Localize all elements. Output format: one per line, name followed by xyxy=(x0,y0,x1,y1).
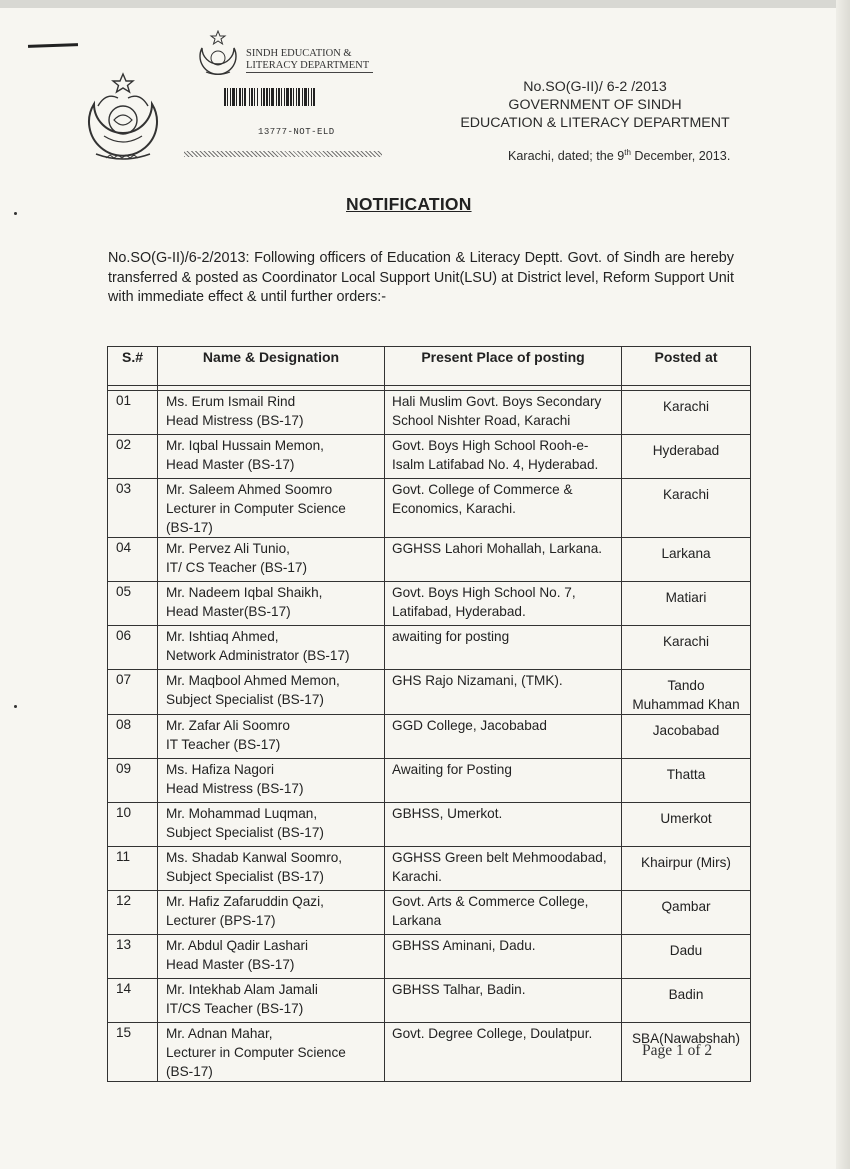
posted-at-cell xyxy=(622,479,751,538)
present-posting-line: GBHSS Talhar, Badin. xyxy=(392,982,526,997)
present-posting-line: Karachi. xyxy=(392,869,442,884)
posted-at-cell xyxy=(622,847,751,891)
posted-at-cell xyxy=(622,935,751,979)
serial-number-cell: 15 xyxy=(108,1023,158,1082)
table-row xyxy=(108,391,751,435)
table-row xyxy=(108,759,751,803)
date-superscript: th xyxy=(624,148,631,157)
serial-number-cell: 10 xyxy=(108,803,158,847)
serial-number-cell: 06 xyxy=(108,626,158,670)
present-posting-line: Isalm Latifabad No. 4, Hyderabad. xyxy=(392,457,599,472)
postings-table-body xyxy=(108,386,751,1082)
serial-number-cell: 02 xyxy=(108,435,158,479)
present-posting-cell xyxy=(385,538,622,582)
table-row xyxy=(108,891,751,935)
present-posting-cell xyxy=(385,847,622,891)
name-designation-line: Head Master(BS-17) xyxy=(166,604,291,619)
present-posting-line: Govt. Boys High School No. 7, xyxy=(392,585,576,600)
name-designation-cell xyxy=(158,847,385,891)
posted-at-line: Khairpur (Mirs) xyxy=(641,855,731,870)
name-designation-line: IT/CS Teacher (BS-17) xyxy=(166,1001,304,1016)
barcode-bar xyxy=(315,88,316,106)
name-designation-line: Mr. Adnan Mahar, xyxy=(166,1026,273,1041)
present-posting-line: Larkana xyxy=(392,913,442,928)
posted-at-line: Jacobabad xyxy=(652,723,720,738)
name-designation-line: Subject Specialist (BS-17) xyxy=(166,692,324,707)
posted-at-cell xyxy=(622,582,751,626)
present-posting-cell xyxy=(385,979,622,1023)
present-posting-cell xyxy=(385,391,622,435)
name-designation-cell xyxy=(158,435,385,479)
posted-at-cell xyxy=(622,715,751,759)
reference-number: No.SO(G-II)/ 6-2 /2013 xyxy=(523,79,667,95)
posted-at-cell xyxy=(622,538,751,582)
present-posting-line: Awaiting for Posting xyxy=(392,762,512,777)
name-designation-cell xyxy=(158,626,385,670)
scan-speck xyxy=(14,212,17,215)
stamp-line-2: LITERACY DEPARTMENT xyxy=(246,60,373,73)
present-posting-cell xyxy=(385,759,622,803)
name-designation-line: Subject Specialist (BS-17) xyxy=(166,869,324,884)
posted-at-line: Dadu xyxy=(669,943,703,958)
posted-at-cell xyxy=(622,435,751,479)
posted-at-line: Thatta xyxy=(666,767,706,782)
name-designation-line: Mr. Nadeem Iqbal Shaikh, xyxy=(166,585,323,600)
table-row xyxy=(108,538,751,582)
table-row xyxy=(108,803,751,847)
present-posting-line: Govt. College of Commerce & xyxy=(392,482,573,497)
serial-number-cell: 03 xyxy=(108,479,158,538)
present-posting-cell xyxy=(385,479,622,538)
name-designation-line: Mr. Maqbool Ahmed Memon, xyxy=(166,673,340,688)
serial-number-cell: 09 xyxy=(108,759,158,803)
posted-at-line: Hyderabad xyxy=(652,443,720,458)
posted-at-line: Badin xyxy=(668,987,704,1002)
name-designation-line: Lecturer (BPS-17) xyxy=(166,913,276,928)
name-designation-line: Head Master (BS-17) xyxy=(166,457,295,472)
serial-number-cell: 14 xyxy=(108,979,158,1023)
scan-edge-right xyxy=(836,0,850,1169)
table-row xyxy=(108,670,751,715)
posted-at-cell xyxy=(622,891,751,935)
name-designation-line: Ms. Hafiza Nagori xyxy=(166,762,275,777)
posted-at-line: Karachi xyxy=(662,399,710,414)
name-designation-line: Mr. Pervez Ali Tunio, xyxy=(166,541,290,556)
name-designation-line: Mr. Hafiz Zafaruddin Qazi, xyxy=(166,894,324,909)
name-designation-cell xyxy=(158,979,385,1023)
present-posting-cell xyxy=(385,891,622,935)
name-designation-cell xyxy=(158,1023,385,1082)
name-designation-line: Network Administrator (BS-17) xyxy=(166,648,350,663)
posted-at-line: Karachi xyxy=(662,487,710,502)
serial-number-cell: 11 xyxy=(108,847,158,891)
posted-at-cell xyxy=(622,979,751,1023)
hatched-line xyxy=(184,151,382,157)
name-designation-line: Mr. Ishtiaq Ahmed, xyxy=(166,629,279,644)
posted-at-cell xyxy=(622,626,751,670)
name-designation-cell xyxy=(158,391,385,435)
name-designation-line: Head Mistress (BS-17) xyxy=(166,781,304,796)
name-designation-line: Ms. Erum Ismail Rind xyxy=(166,394,296,409)
name-designation-line: Ms. Shadab Kanwal Soomro, xyxy=(166,850,343,865)
present-posting-line: Govt. Boys High School Rooh-e- xyxy=(392,438,589,453)
present-posting-line: Govt. Degree College, Doulatpur. xyxy=(392,1026,593,1041)
notification-body: No.SO(G-II)/6-2/2013: Following officers of Education & Literacy Deptt. Govt. of Sindh are hereby transferred & posted as Coordinator Local Support Unit(LSU) at District level, Reform Support Unit with immediate effect & until further orders:- xyxy=(108,250,734,305)
table-row xyxy=(108,847,751,891)
column-header-sn: S.# xyxy=(108,347,158,386)
department-stamp-text xyxy=(246,48,376,73)
present-posting-line: GHS Rajo Nizamani, (TMK). xyxy=(392,673,563,688)
name-designation-line: Mr. Mohammad Luqman, xyxy=(166,806,318,821)
column-header-place: Present Place of posting xyxy=(385,347,622,386)
present-posting-line: GGHSS Green belt Mehmoodabad, xyxy=(392,850,607,865)
barcode xyxy=(224,88,366,106)
notification-title: NOTIFICATION xyxy=(346,194,472,214)
present-posting-line: GGD College, Jacobabad xyxy=(392,718,547,733)
name-designation-line: Mr. Intekhab Alam Jamali xyxy=(166,982,318,997)
department-stamp-logo xyxy=(194,30,242,78)
serial-number-cell: 07 xyxy=(108,670,158,715)
name-designation-cell xyxy=(158,715,385,759)
posted-at-line: Matiari xyxy=(665,590,707,605)
name-designation-cell xyxy=(158,891,385,935)
present-posting-line: GBHSS, Umerkot. xyxy=(392,806,503,821)
barcode-number: 13777-NOT-ELD xyxy=(258,127,335,137)
present-posting-cell xyxy=(385,1023,622,1082)
serial-number-cell: 13 xyxy=(108,935,158,979)
name-designation-line: Lecturer in Computer Science xyxy=(166,501,346,516)
table-row xyxy=(108,979,751,1023)
name-designation-line: (BS-17) xyxy=(166,520,213,535)
serial-number-cell: 01 xyxy=(108,391,158,435)
posted-at-line: Tando xyxy=(667,678,705,693)
name-designation-line: Subject Specialist (BS-17) xyxy=(166,825,324,840)
present-posting-line: Hali Muslim Govt. Boys Secondary xyxy=(392,394,602,409)
name-designation-cell xyxy=(158,538,385,582)
department-name: EDUCATION & LITERACY DEPARTMENT xyxy=(460,115,730,131)
date-prefix: Karachi, dated; the 9 xyxy=(508,149,625,164)
name-designation-cell xyxy=(158,935,385,979)
present-posting-cell xyxy=(385,626,622,670)
present-posting-line: GBHSS Aminani, Dadu. xyxy=(392,938,536,953)
posted-at-line: Larkana xyxy=(661,546,711,561)
present-posting-cell xyxy=(385,582,622,626)
posted-at-cell xyxy=(622,391,751,435)
posted-at-cell xyxy=(622,803,751,847)
name-designation-cell xyxy=(158,759,385,803)
stamp-line-1: SINDH EDUCATION & xyxy=(246,48,352,59)
serial-number-cell: 12 xyxy=(108,891,158,935)
name-designation-cell xyxy=(158,803,385,847)
name-designation-line: Head Master (BS-17) xyxy=(166,957,295,972)
name-designation-cell xyxy=(158,582,385,626)
present-posting-line: awaiting for posting xyxy=(392,629,510,644)
posted-at-line: Muhammad Khan xyxy=(632,697,740,712)
page-number: Page 1 of 2 xyxy=(642,1042,713,1059)
column-header-name: Name & Designation xyxy=(158,347,385,386)
name-designation-line: Mr. Iqbal Hussain Memon, xyxy=(166,438,324,453)
serial-number-cell: 08 xyxy=(108,715,158,759)
name-designation-line: Mr. Abdul Qadir Lashari xyxy=(166,938,309,953)
reference-block xyxy=(430,78,760,132)
posted-at-line: Karachi xyxy=(662,634,710,649)
name-designation-cell xyxy=(158,479,385,538)
name-designation-line: Lecturer in Computer Science xyxy=(166,1045,346,1060)
date-suffix: December, 2013. xyxy=(630,149,731,164)
present-posting-line: Economics, Karachi. xyxy=(392,501,516,516)
present-posting-line: School Nishter Road, Karachi xyxy=(392,413,571,428)
name-designation-line: (BS-17) xyxy=(166,1064,213,1079)
posted-at-cell xyxy=(622,670,751,715)
name-designation-line: Mr. Saleem Ahmed Soomro xyxy=(166,482,333,497)
name-designation-line: IT/ CS Teacher (BS-17) xyxy=(166,560,308,575)
table-row xyxy=(108,935,751,979)
present-posting-cell xyxy=(385,803,622,847)
present-posting-line: Govt. Arts & Commerce College, xyxy=(392,894,589,909)
name-designation-line: IT Teacher (BS-17) xyxy=(166,737,281,752)
name-designation-line: Head Mistress (BS-17) xyxy=(166,413,304,428)
table-row xyxy=(108,626,751,670)
table-row xyxy=(108,582,751,626)
serial-number-cell: 05 xyxy=(108,582,158,626)
scan-speck xyxy=(14,705,17,708)
posted-at-cell xyxy=(622,759,751,803)
government-name: GOVERNMENT OF SINDH xyxy=(508,97,682,113)
table-row xyxy=(108,479,751,538)
present-posting-line: Latifabad, Hyderabad. xyxy=(392,604,526,619)
table-row xyxy=(108,715,751,759)
table-row xyxy=(108,435,751,479)
serial-number-cell: 04 xyxy=(108,538,158,582)
present-posting-cell xyxy=(385,435,622,479)
present-posting-cell xyxy=(385,935,622,979)
present-posting-cell xyxy=(385,715,622,759)
present-posting-cell xyxy=(385,670,622,715)
present-posting-line: GGHSS Lahori Mohallah, Larkana. xyxy=(392,541,603,556)
date-line xyxy=(508,148,730,163)
sindh-emblem-logo xyxy=(76,72,170,168)
postings-table xyxy=(107,346,751,1082)
name-designation-line: Mr. Zafar Ali Soomro xyxy=(166,718,290,733)
posted-at-line: Qambar xyxy=(661,899,711,914)
column-header-posted: Posted at xyxy=(622,347,751,386)
scan-mark xyxy=(28,43,78,48)
name-designation-cell xyxy=(158,670,385,715)
posted-at-line: SBA(Nawabshah) xyxy=(631,1031,741,1046)
posted-at-line: Umerkot xyxy=(660,811,712,826)
scan-edge-top xyxy=(0,0,850,8)
